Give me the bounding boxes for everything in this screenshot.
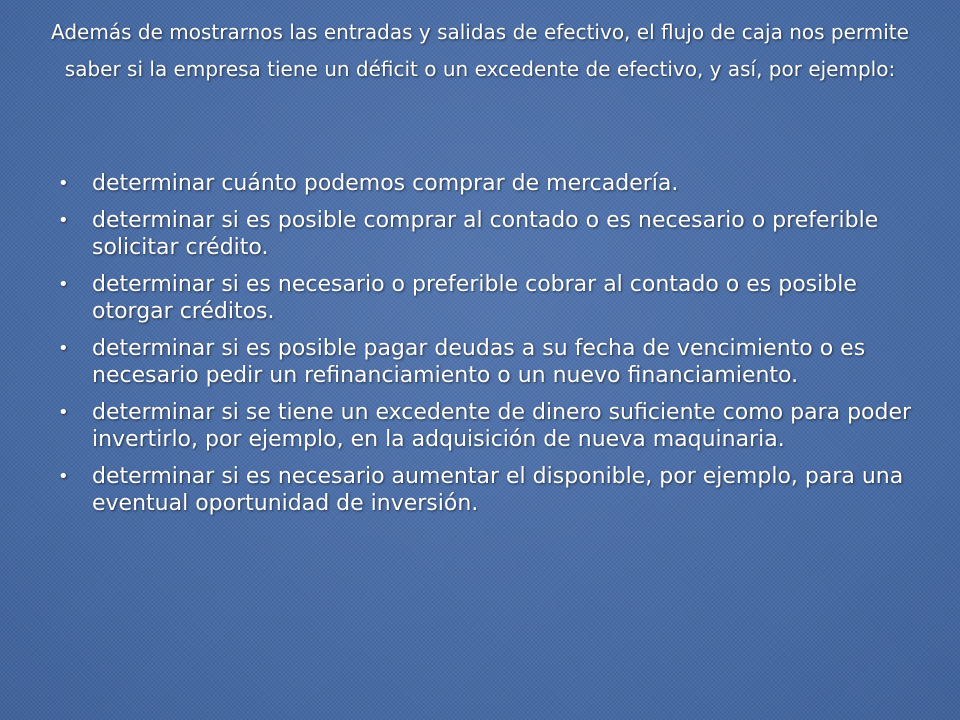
list-item xyxy=(55,207,915,261)
list-item-text: determinar si es posible pagar deudas a su fecha de vencimiento o es necesario pedir un refinanciamiento o un nuevo financiamiento. xyxy=(92,336,866,388)
list-item-text: determinar si se tiene un excedente de dinero suficiente como para poder invertirlo, por ejemplo, en la adquisición de nueva maquinaria. xyxy=(92,400,912,452)
bullet-icon: • xyxy=(58,173,69,194)
list-item xyxy=(55,463,915,517)
intro-paragraph: Además de mostrarnos las entradas y salidas de efectivo, el flujo de caja nos permite saber si la empresa tiene un déficit o un excedente de efectivo, y así, por ejemplo: xyxy=(51,20,909,81)
list-item xyxy=(55,335,915,389)
bullet-icon: • xyxy=(58,402,69,423)
list-item xyxy=(55,399,915,453)
list-item-text: determinar si es posible comprar al contado o es necesario o preferible solicitar crédito. xyxy=(92,208,879,260)
list-item-text: determinar cuánto podemos comprar de mercadería. xyxy=(92,171,679,196)
bullet-icon: • xyxy=(58,466,69,487)
bullet-icon: • xyxy=(58,210,69,231)
list-item-text: determinar si es necesario aumentar el disponible, por ejemplo, para una eventual oportunidad de inversión. xyxy=(92,464,904,516)
bullet-icon: • xyxy=(58,338,69,359)
bullet-icon: • xyxy=(58,274,69,295)
bullet-list xyxy=(55,170,915,527)
list-item xyxy=(55,170,915,197)
list-item-text: determinar si es necesario o preferible cobrar al contado o es posible otorgar créditos. xyxy=(92,272,857,324)
list-item xyxy=(55,271,915,325)
